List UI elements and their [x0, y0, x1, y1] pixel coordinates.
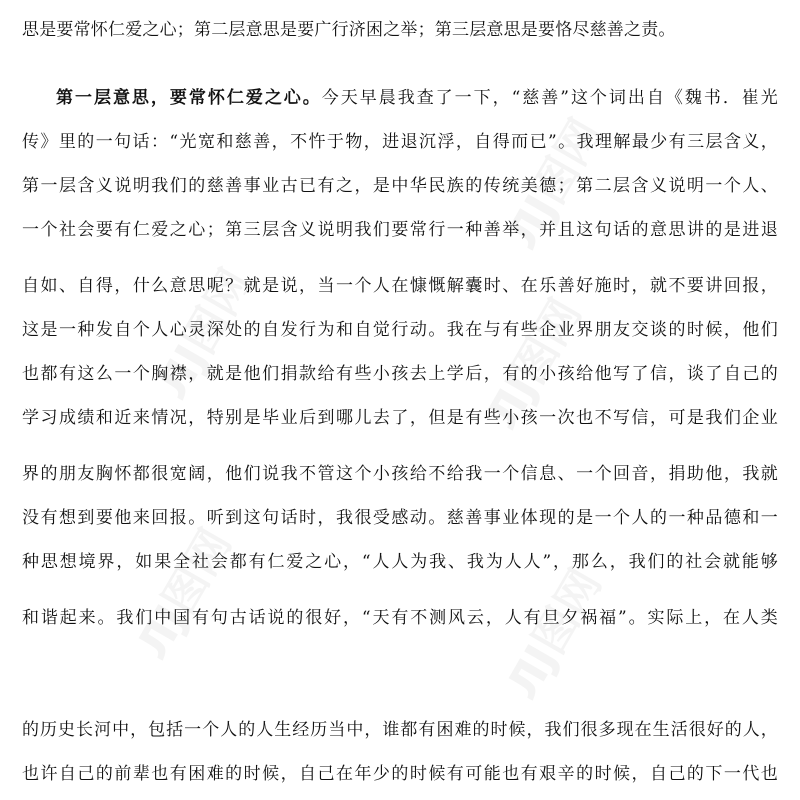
watermark: ЛJ图网 — [477, 290, 592, 439]
text-line: 传》里的一句话：“光宽和慈善，不忤于物，进退沉浮，自得而已”。我理解最少有三层含义， — [22, 132, 778, 152]
paragraph-first-line — [56, 86, 778, 110]
text-line: 也许自己的前辈也有困难的时候，自己在年少的时候有可能也有艰辛的时候，自己的下一代也 — [22, 764, 778, 784]
watermark: ЛJ图网 — [127, 520, 242, 669]
text-line: 思是要常怀仁爱之心；第二层意思是要广行济困之举；第三层意思是要恪尽慈善之责。 — [22, 20, 676, 40]
text-line: 种思想境界，如果全社会都有仁爱之心，“人人为我、我为人人”，那么，我们的社会就能够 — [22, 552, 778, 572]
text-line: 也都有这么一个胸襟，就是他们捐款给有些小孩去上学后，有的小孩给他写了信，谈了自己的 — [22, 364, 778, 384]
text-line: 第一层含义说明我们的慈善事业古已有之，是中华民族的传统美德；第二层含义说明一个人、 — [22, 176, 778, 196]
text-line: 和谐起来。我们中国有句古话说的很好，“天有不测风云，人有旦夕祸福”。实际上，在人类 — [22, 608, 778, 628]
text-line: 学习成绩和近来情况，特别是毕业后到哪儿去了，但是有些小孩一次也不写信，可是我们企业 — [22, 408, 778, 428]
text-line: 这是一种发自个人心灵深处的自发行为和自觉行动。我在与有些企业界朋友交谈的时候，他们 — [22, 320, 778, 340]
text-line: 界的朋友胸怀都很宽阔，他们说我不管这个小孩给不给我一个信息、一个回音，捐助他，我就 — [22, 464, 778, 484]
watermark: ЛJ图网 — [497, 560, 612, 709]
text-line: 的历史长河中，包括一个人的人生经历当中，谁都有困难的时候，我们很多现在生活很好的人， — [22, 720, 778, 740]
text-line: 一个社会要有仁爱之心；第三层含义说明我们要常行一种善举，并且这句话的意思讲的是进退 — [22, 220, 778, 240]
text-line: 没有想到要他来回报。听到这句话时，我很受感动。慈善事业体现的是一个人的一种品德和一 — [22, 508, 778, 528]
text-line: 自如、自得，什么意思呢？就是说，当一个人在慷慨解囊时、在乐善好施时，就不要讲回报， — [22, 276, 778, 296]
text-span: 今天早晨我查了一下，“慈善”这个词出自《魏书．崔光 — [321, 88, 778, 108]
lead-heading: 第一层意思，要常怀仁爱之心。 — [56, 88, 322, 108]
watermark: ЛJ图网 — [497, 110, 612, 259]
watermark: ЛJ图网 — [147, 260, 262, 409]
